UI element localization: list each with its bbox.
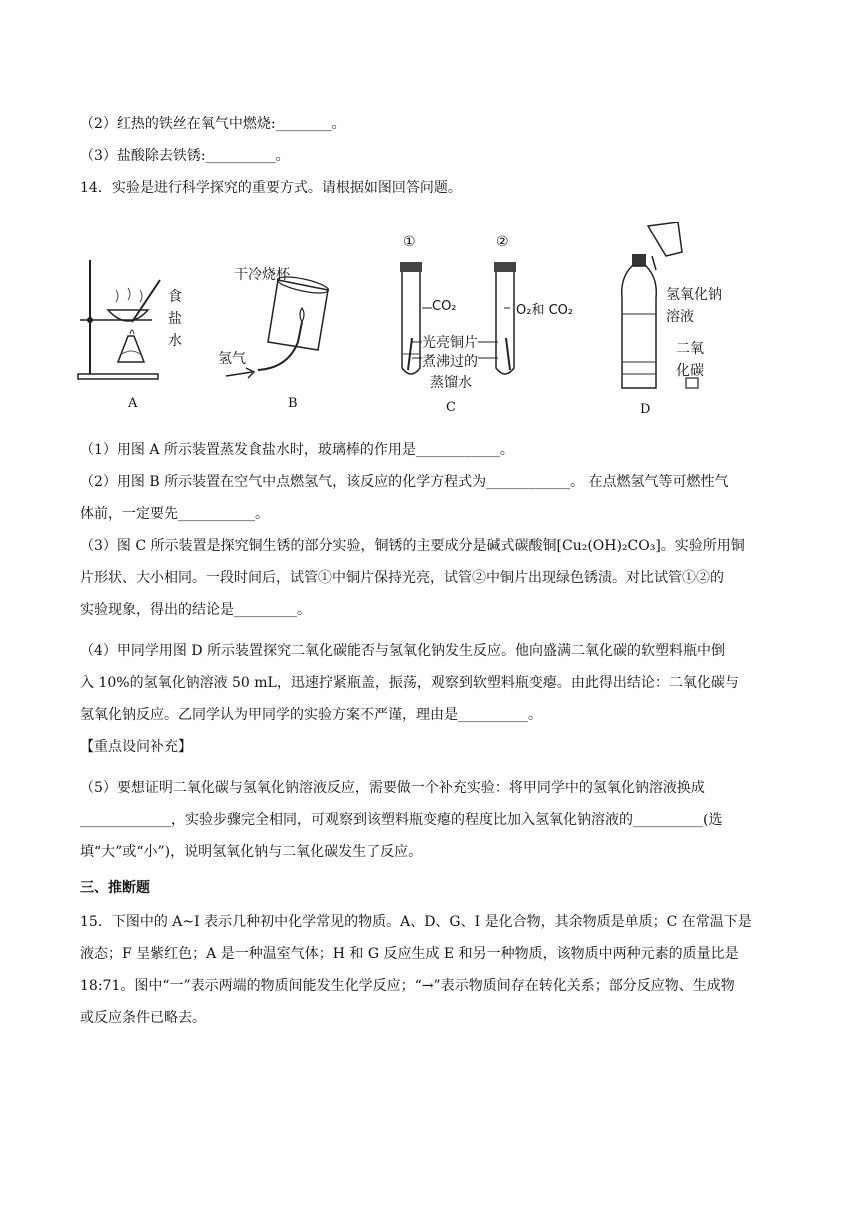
question-14-part5-cont1: _____________，实验步骤完全相同，可观察到该塑料瓶变瘪的程度比加入氢氧化钠溶液的__________(选 xyxy=(80,812,723,828)
question-14-part1: （1）用图 A 所示装置蒸发食盐水时，玻璃棒的作用是____________。 xyxy=(80,442,514,458)
question-14-part4-cont1: 入 10%的氢氧化钠溶液 50 mL，迅速拧紧瓶盖，振荡，观察到软塑料瓶变瘪。由此得出结论：二氧化碳与 xyxy=(80,675,739,691)
question-15-stem-cont3: 或反应条件已略去。 xyxy=(80,1010,206,1026)
section-heading-inference: 三、推断题 xyxy=(80,880,150,896)
figure-d-plastic-bottle xyxy=(608,222,722,417)
figure-b-caption: B xyxy=(288,396,298,411)
question-14-part4: （4）甲同学用图 D 所示装置探究二氧化碳能否与氢氧化钠发生反应。他向盛满二氧化碳的软塑料瓶中倒 xyxy=(80,643,726,659)
question-14-part2: （2）用图 B 所示装置在空气中点燃氢气，该反应的化学方程式为____________。 在点燃氢气等可燃性气 xyxy=(80,474,729,490)
figure-a-label-water: 水 xyxy=(168,333,182,349)
figure-c-label-o2-co2: O₂和 CO₂ xyxy=(516,303,574,318)
figure-a-caption: A xyxy=(128,396,138,411)
question-14-part3-cont1: 片形状、大小相同。一段时间后，试管①中铜片保持光亮，试管②中铜片出现绿色锈渍。对比试管①②的 xyxy=(80,570,724,586)
figure-c-tube-2-number: ② xyxy=(496,234,509,250)
figure-c-label-boiled-water: 煮沸过的 xyxy=(422,351,478,371)
question-15-stem-cont2: 18:71。图中“一”表示两端的物质间能发生化学反应；“→”表示物质间存在转化关系；部分反应物、生成物 xyxy=(80,978,735,994)
supplement-heading: 【重点设问补充】 xyxy=(80,739,192,755)
question-14-part3: （3）图 C 所示装置是探究铜生锈的部分实验，铜锈的主要成分是碱式碳酸铜[Cu₂(OH)₂CO₃]。实验所用铜 xyxy=(80,538,745,554)
question-13-part2: （2）红热的铁丝在氧气中燃烧:________。 xyxy=(80,116,346,132)
figure-c-label-co2: CO₂ xyxy=(432,299,457,314)
question-15-stem: 15．下图中的 A~I 表示几种初中化学常见的物质。A、D、G、I 是化合物，其余物质是单质；C 在常温下是 xyxy=(80,914,752,930)
question-14-part4-cont2: 氢氧化钠反应。乙同学认为甲同学的实验方案不严谨，理由是__________。 xyxy=(80,707,542,723)
figure-c-label-copper: 光亮铜片 xyxy=(422,332,478,352)
figure-c-label-distilled-water: 蒸馏水 xyxy=(430,375,472,391)
question-14-part5: （5）要想证明二氧化碳与氢氧化钠溶液反应，需要做一个补充实验：将甲同学中的氢氧化钠溶液换成 xyxy=(80,780,705,796)
figure-d-label-co2-2: 化碳 xyxy=(676,363,704,379)
figure-a-label-salt-2: 盐 xyxy=(168,311,182,327)
figure-b-label-cold-beaker: 干冷烧杯 xyxy=(234,267,290,283)
question-14-part3-cont2: 实验现象，得出的结论是_________。 xyxy=(80,602,311,618)
figure-b-hydrogen-combustion xyxy=(218,250,348,411)
figure-c-tube-1-number: ① xyxy=(403,234,416,250)
question-14-part2-cont: 体前，一定要先___________。 xyxy=(80,506,269,522)
figure-d-label-co2-1: 二氧 xyxy=(676,341,704,357)
figure-d-label-solution: 溶液 xyxy=(666,309,694,325)
question-14-part5-cont2: 填“大”或“小”)，说明氢氧化钠与二氧化碳发生了反应。 xyxy=(80,844,423,860)
figure-a-label-salt: 食 xyxy=(168,289,182,305)
figure-c-caption: C xyxy=(446,400,456,415)
figure-d-caption: D xyxy=(640,402,651,417)
question-15-stem-cont1: 液态；F 呈紫红色；A 是一种温室气体；H 和 G 反应生成 E 和另一种物质，该物质中两种元素的质量比是 xyxy=(80,946,739,962)
question-13-part3: （3）盐酸除去铁锈:__________。 xyxy=(80,148,290,164)
figure-c-copper-rust-test-tubes xyxy=(386,228,574,415)
question-14-stem: 14．实验是进行科学探究的重要方式。请根据如图回答问题。 xyxy=(80,180,462,196)
figure-a-evaporation-apparatus xyxy=(72,250,202,411)
figure-d-label-naoh: 氢氧化钠 xyxy=(666,287,722,303)
figure-b-label-hydrogen: 氢气 xyxy=(218,351,246,367)
